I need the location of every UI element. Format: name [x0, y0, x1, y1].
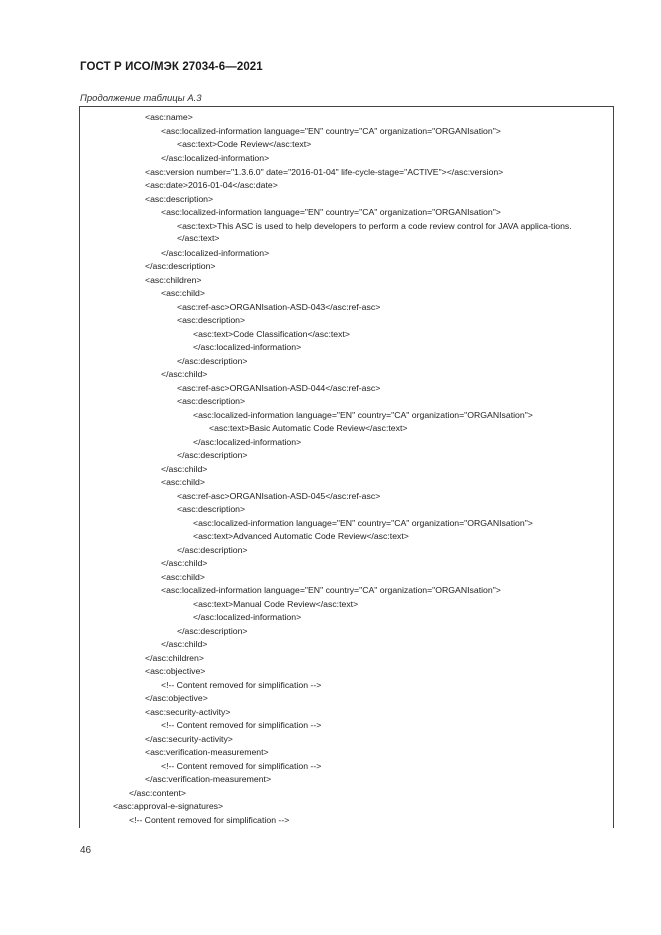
code-line: </asc:verification-measurement>: [145, 774, 272, 784]
code-line: </asc:localized-information>: [193, 342, 302, 352]
code-line: <asc:description>: [177, 504, 246, 514]
code-line: <asc:localized-information language="EN" country="CA" organization="ORGANIsation">: [161, 126, 501, 136]
table-frame: [79, 106, 614, 828]
code-line: </asc:localized-information>: [193, 612, 302, 622]
code-line: </asc:children>: [145, 653, 204, 663]
code-line: <asc:text>Basic Automatic Code Review</asc:text>: [209, 423, 408, 433]
code-line: <asc:name>: [145, 112, 193, 122]
code-line: <asc:text>Manual Code Review</asc:text>: [193, 599, 359, 609]
code-line: </asc:localized-information>: [161, 248, 270, 258]
code-line: <asc:verification-measurement>: [145, 747, 269, 757]
code-line: </asc:localized-information>: [193, 437, 302, 447]
code-line: <asc:description>: [177, 396, 246, 406]
code-line: </asc:description>: [177, 545, 248, 555]
code-line: </asc:child>: [161, 558, 208, 568]
table-caption: Продолжение таблицы А.3: [80, 93, 202, 104]
code-line: <asc:text>Code Review</asc:text>: [177, 139, 312, 149]
code-line: </asc:child>: [161, 464, 208, 474]
code-line: </asc:description>: [177, 626, 248, 636]
code-line: <asc:children>: [145, 275, 202, 285]
code-line: <asc:description>: [145, 194, 214, 204]
document-header: ГОСТ Р ИСО/МЭК 27034-6—2021: [80, 61, 263, 73]
code-line: <asc:localized-information language="EN" country="CA" organization="ORGANIsation">: [161, 207, 501, 217]
code-line: <!-- Content removed for simplification -->: [161, 680, 322, 690]
code-line: <asc:localized-information language="EN" country="CA" organization="ORGANIsation">: [161, 585, 501, 595]
code-line: </asc:security-activity>: [145, 734, 233, 744]
code-line: <!-- Content removed for simplification -->: [161, 720, 322, 730]
code-line: </asc:description>: [177, 450, 248, 460]
code-line: <asc:text>Advanced Automatic Code Review</asc:text>: [193, 531, 409, 541]
code-line: </asc:objective>: [145, 693, 208, 703]
code-line: <asc:localized-information language="EN" country="CA" organization="ORGANIsation">: [193, 518, 533, 528]
code-line: <asc:version number="1.3.6.0" date="2016-01-04" life-cycle-stage="ACTIVE"></asc:version>: [145, 167, 504, 177]
code-line: <asc:security-activity>: [145, 707, 231, 717]
code-line: <asc:text>This ASC is used to help developers to perform a code review control for JAVA applica-tions. </asc:text>: [177, 221, 572, 243]
code-line: <asc:child>: [161, 288, 205, 298]
code-line: <asc:objective>: [145, 666, 206, 676]
code-line: <asc:child>: [161, 477, 205, 487]
code-line: <asc:child>: [161, 572, 205, 582]
code-line: <asc:approval-e-signatures>: [113, 801, 224, 811]
code-line: </asc:content>: [129, 788, 186, 798]
code-line: <asc:ref-asc>ORGANIsation-ASD-045</asc:ref-asc>: [177, 491, 381, 501]
code-line: </asc:description>: [145, 261, 216, 271]
code-line: </asc:description>: [177, 356, 248, 366]
code-line: <asc:localized-information language="EN" country="CA" organization="ORGANIsation">: [193, 410, 533, 420]
page-number: 46: [80, 845, 92, 856]
code-line: <asc:description>: [177, 315, 246, 325]
code-line: <!-- Content removed for simplification -->: [129, 815, 290, 825]
code-line: <asc:ref-asc>ORGANIsation-ASD-043</asc:ref-asc>: [177, 302, 381, 312]
code-line: </asc:localized-information>: [161, 153, 270, 163]
code-line: <asc:text>Code Classification</asc:text>: [193, 329, 350, 339]
code-line: <!-- Content removed for simplification -->: [161, 761, 322, 771]
code-line: </asc:child>: [161, 369, 208, 379]
code-line: </asc:child>: [161, 639, 208, 649]
code-line: <asc:date>2016-01-04</asc:date>: [145, 180, 278, 190]
code-line: <asc:ref-asc>ORGANIsation-ASD-044</asc:ref-asc>: [177, 383, 381, 393]
